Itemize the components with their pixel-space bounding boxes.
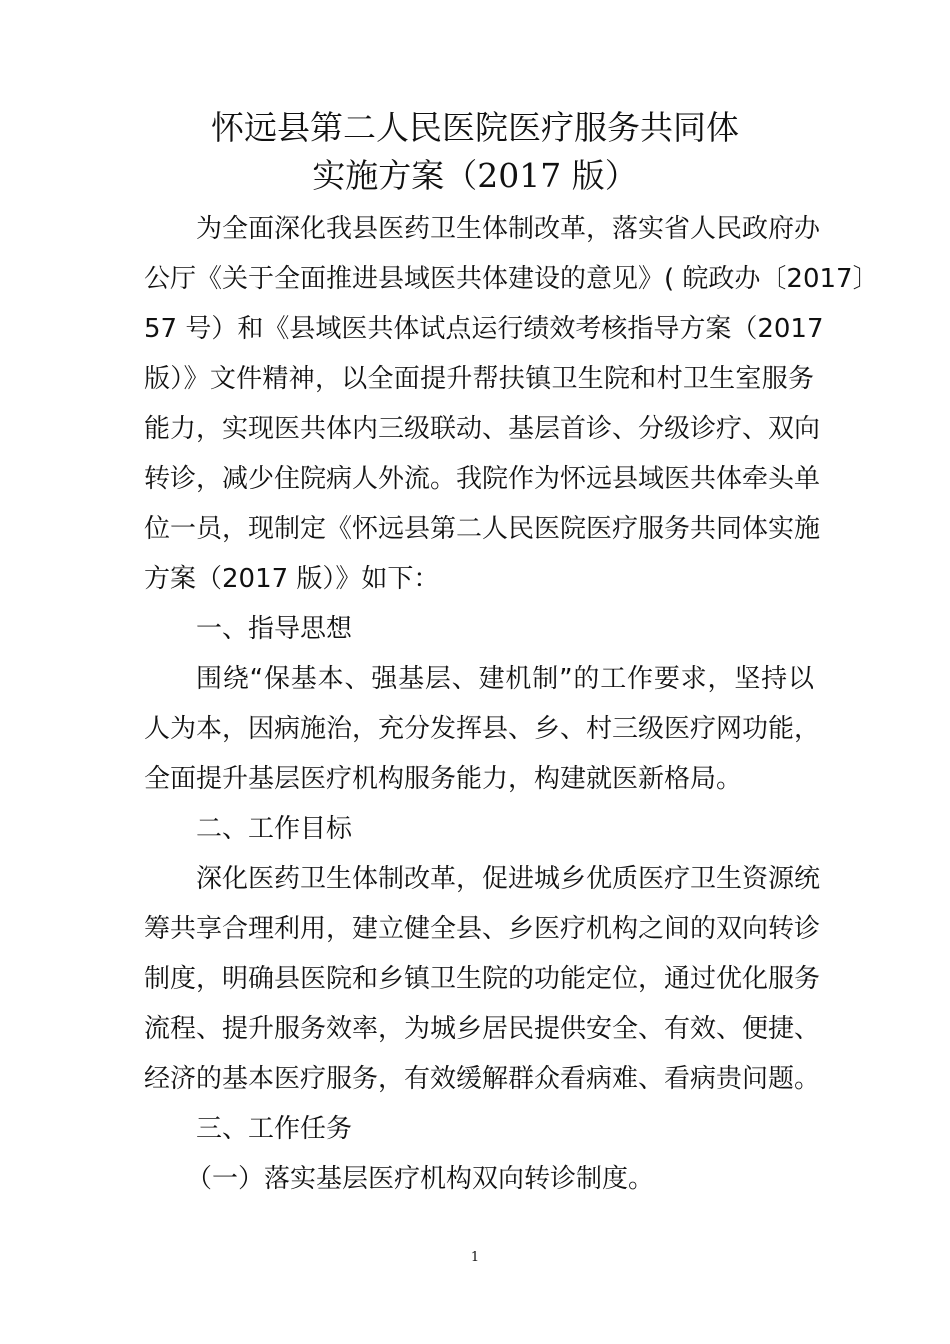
section2-line: 深化医药卫生体制改革，促进城乡优质医疗卫生资源统 <box>196 864 821 894</box>
intro-line: 公厅《关于全面推进县域医共体建设的意见》( 皖政办〔2017〕 <box>144 264 879 294</box>
intro-line: 方案（2017 版）》如下： <box>144 564 440 594</box>
section2-line: 筹共享合理利用，建立健全县、乡医疗机构之间的双向转诊 <box>144 914 821 944</box>
section1-line: 围绕“保基本、强基层、建机制”的工作要求，坚持以 <box>196 664 814 694</box>
section2-line: 经济的基本医疗服务，有效缓解群众看病难、看病贵问题。 <box>144 1064 821 1094</box>
section-heading-guiding-ideology: 一、指导思想 <box>196 614 353 644</box>
intro-line: 位一员，现制定《怀远县第二人民医院医疗服务共同体实施 <box>144 514 821 544</box>
section-heading-work-goals: 二、工作目标 <box>196 814 353 844</box>
document-title-line1: 怀远县第二人民医院医疗服务共同体 <box>211 108 739 147</box>
section1-line: 人为本，因病施治，充分发挥县、乡、村三级医疗网功能， <box>144 714 821 744</box>
intro-line: 版）》文件精神，以全面提升帮扶镇卫生院和村卫生室服务 <box>144 364 814 394</box>
document-title-line2: 实施方案（2017 版） <box>312 156 638 195</box>
section-heading-work-tasks: 三、工作任务 <box>196 1114 353 1144</box>
section2-line: 制度，明确县医院和乡镇卫生院的功能定位，通过优化服务 <box>144 964 821 994</box>
intro-line: 转诊，减少住院病人外流。我院作为怀远县域医共体牵头单 <box>144 464 821 494</box>
section1-line: 全面提升基层医疗机构服务能力，构建就医新格局。 <box>144 764 743 794</box>
subsection-heading-referral: （一）落实基层医疗机构双向转诊制度。 <box>186 1164 655 1194</box>
intro-line: 为全面深化我县医药卫生体制改革，落实省人民政府办 <box>196 214 821 244</box>
page-number: 1 <box>470 1250 480 1265</box>
intro-line: 57 号）和《县域医共体试点运行绩效考核指导方案（2017 <box>144 314 824 344</box>
intro-line: 能力，实现医共体内三级联动、基层首诊、分级诊疗、双向 <box>144 414 821 444</box>
section2-line: 流程、提升服务效率，为城乡居民提供安全、有效、便捷、 <box>144 1014 821 1044</box>
